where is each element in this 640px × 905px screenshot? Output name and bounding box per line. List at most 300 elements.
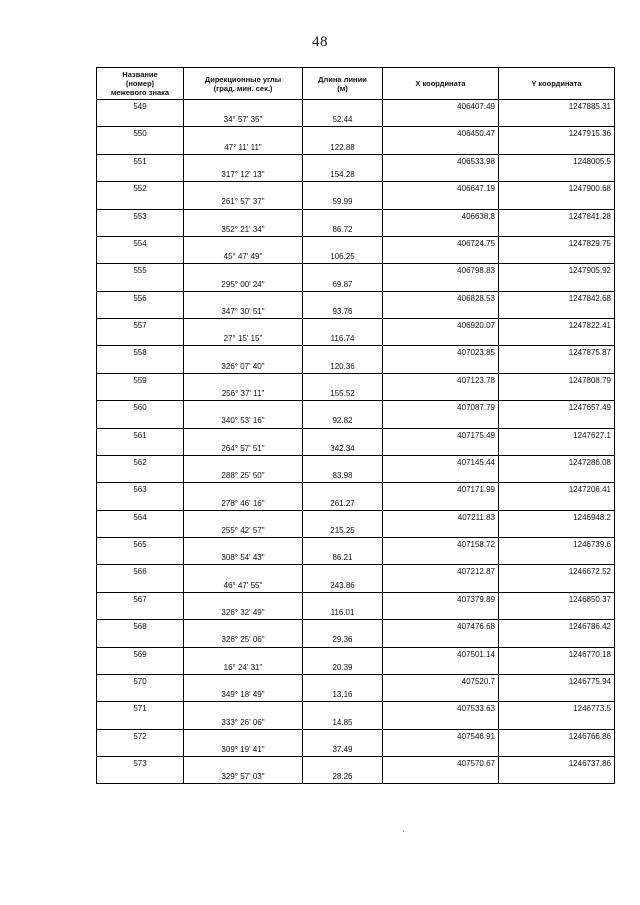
empty-cell	[97, 223, 184, 237]
header-angle-line: Дирекционные углы	[204, 74, 282, 84]
empty-cell	[184, 428, 303, 442]
point-y: 1246850.37	[499, 592, 615, 606]
empty-cell	[184, 729, 303, 743]
empty-cell	[97, 715, 184, 729]
empty-cell	[303, 729, 383, 743]
empty-cell	[303, 100, 383, 114]
empty-cell	[499, 524, 615, 538]
empty-cell	[383, 633, 499, 647]
empty-cell	[97, 770, 184, 784]
segment-length: 116.74	[303, 332, 383, 346]
empty-cell	[499, 469, 615, 483]
point-name: 555	[97, 264, 184, 278]
segment-length: 106.25	[303, 250, 383, 264]
segment-length: 28.26	[303, 770, 383, 784]
empty-cell	[383, 551, 499, 565]
point-y: 1247627.1	[499, 428, 615, 442]
empty-cell	[383, 387, 499, 401]
segment-length: 342.34	[303, 442, 383, 456]
table-row-point	[97, 401, 615, 415]
point-name: 565	[97, 538, 184, 552]
point-y: 1246770.18	[499, 647, 615, 661]
table-row-segment	[97, 141, 615, 155]
point-x: 407023.85	[383, 346, 499, 360]
empty-cell	[499, 332, 615, 346]
table-row-point	[97, 346, 615, 360]
table-row-segment	[97, 551, 615, 565]
point-name: 557	[97, 319, 184, 333]
table-row-point	[97, 209, 615, 223]
point-x: 407520.7	[383, 674, 499, 688]
empty-cell	[499, 195, 615, 209]
segment-length: 93.76	[303, 305, 383, 319]
table-row-point	[97, 154, 615, 168]
table-row-segment	[97, 250, 615, 264]
empty-cell	[97, 579, 184, 593]
empty-cell	[383, 168, 499, 182]
segment-angle: 309° 19' 41"	[184, 743, 303, 757]
point-name: 571	[97, 702, 184, 716]
point-y: 1247657.49	[499, 401, 615, 415]
segment-length: 155.52	[303, 387, 383, 401]
segment-angle: 326° 07' 40"	[184, 360, 303, 374]
point-y: 1247842.68	[499, 291, 615, 305]
point-name: 560	[97, 401, 184, 415]
empty-cell	[184, 538, 303, 552]
empty-cell	[97, 387, 184, 401]
empty-cell	[303, 647, 383, 661]
segment-length: 83.98	[303, 469, 383, 483]
empty-cell	[383, 141, 499, 155]
table-row-segment	[97, 332, 615, 346]
table-row-point	[97, 538, 615, 552]
point-name: 572	[97, 729, 184, 743]
empty-cell	[97, 195, 184, 209]
segment-angle: 278° 46' 16"	[184, 496, 303, 510]
empty-cell	[303, 319, 383, 333]
segment-angle: 47° 11' 11"	[184, 141, 303, 155]
table-row-segment	[97, 387, 615, 401]
segment-angle: 46° 47' 55"	[184, 579, 303, 593]
segment-angle: 27° 15' 15"	[184, 332, 303, 346]
page-number: 48	[312, 34, 328, 50]
segment-length: 122.88	[303, 141, 383, 155]
point-y: 1247915.36	[499, 127, 615, 141]
empty-cell	[499, 414, 615, 428]
point-name: 549	[97, 100, 184, 114]
point-x: 406798.83	[383, 264, 499, 278]
point-x: 406407.49	[383, 100, 499, 114]
header-length	[303, 68, 383, 100]
table-row-point	[97, 647, 615, 661]
empty-cell	[499, 223, 615, 237]
empty-cell	[383, 661, 499, 675]
empty-cell	[383, 277, 499, 291]
empty-cell	[499, 305, 615, 319]
point-x: 407087.79	[383, 401, 499, 415]
point-x: 406533.98	[383, 154, 499, 168]
empty-cell	[184, 209, 303, 223]
segment-angle: 317° 12' 13"	[184, 168, 303, 182]
empty-cell	[303, 401, 383, 415]
point-x: 407533.63	[383, 702, 499, 716]
empty-cell	[303, 182, 383, 196]
empty-cell	[184, 674, 303, 688]
table-row-point	[97, 729, 615, 743]
point-x: 407546.91	[383, 729, 499, 743]
empty-cell	[303, 373, 383, 387]
segment-angle: 352° 21' 34"	[184, 223, 303, 237]
empty-cell	[383, 332, 499, 346]
point-name: 569	[97, 647, 184, 661]
empty-cell	[383, 524, 499, 538]
point-y: 1247875.87	[499, 346, 615, 360]
empty-cell	[184, 373, 303, 387]
point-y: 1246948.2	[499, 510, 615, 524]
point-y: 1247885.31	[499, 100, 615, 114]
empty-cell	[303, 702, 383, 716]
empty-cell	[303, 291, 383, 305]
empty-cell	[97, 442, 184, 456]
point-y: 1247286.08	[499, 455, 615, 469]
segment-length: 69.87	[303, 277, 383, 291]
empty-cell	[383, 250, 499, 264]
point-x: 407476.68	[383, 620, 499, 634]
empty-cell	[184, 346, 303, 360]
empty-cell	[383, 305, 499, 319]
empty-cell	[97, 277, 184, 291]
point-y: 1246672.52	[499, 565, 615, 579]
segment-length: 86.72	[303, 223, 383, 237]
segment-angle: 349° 18' 49"	[184, 688, 303, 702]
empty-cell	[184, 401, 303, 415]
point-name: 562	[97, 455, 184, 469]
segment-length: 37.49	[303, 743, 383, 757]
segment-angle: 288° 25' 50"	[184, 469, 303, 483]
table-row-segment	[97, 360, 615, 374]
point-x: 407123.78	[383, 373, 499, 387]
empty-cell	[184, 127, 303, 141]
segment-length: 59.99	[303, 195, 383, 209]
empty-cell	[184, 264, 303, 278]
empty-cell	[303, 264, 383, 278]
point-y: 1247905.92	[499, 264, 615, 278]
empty-cell	[499, 770, 615, 784]
empty-cell	[184, 702, 303, 716]
table-row-segment	[97, 606, 615, 620]
point-name: 554	[97, 236, 184, 250]
table-row-segment	[97, 195, 615, 209]
segment-angle: 308° 54' 43"	[184, 551, 303, 565]
empty-cell	[303, 620, 383, 634]
empty-cell	[383, 113, 499, 127]
header-length-line: (м)	[337, 83, 348, 93]
empty-cell	[499, 113, 615, 127]
table-row-point	[97, 319, 615, 333]
empty-cell	[499, 743, 615, 757]
point-x: 406724.75	[383, 236, 499, 250]
table-row-point	[97, 264, 615, 278]
point-name: 561	[97, 428, 184, 442]
point-x: 406450.47	[383, 127, 499, 141]
table-row-point	[97, 455, 615, 469]
segment-angle: 326° 32' 49"	[184, 606, 303, 620]
segment-angle: 34° 57' 35"	[184, 113, 303, 127]
segment-length: 243.86	[303, 579, 383, 593]
empty-cell	[383, 715, 499, 729]
empty-cell	[184, 647, 303, 661]
table-row-point	[97, 483, 615, 497]
point-y: 1246739.6	[499, 538, 615, 552]
segment-length: 261.27	[303, 496, 383, 510]
segment-length: 52.44	[303, 113, 383, 127]
empty-cell	[303, 538, 383, 552]
point-name: 556	[97, 291, 184, 305]
table-row-segment	[97, 770, 615, 784]
table-row-segment	[97, 743, 615, 757]
point-name: 559	[97, 373, 184, 387]
header-name-line: межевого знака	[110, 88, 170, 97]
empty-cell	[499, 688, 615, 702]
point-name: 566	[97, 565, 184, 579]
table-row-point	[97, 757, 615, 771]
point-y: 1247206.41	[499, 483, 615, 497]
table-row-point	[97, 592, 615, 606]
empty-cell	[303, 592, 383, 606]
empty-cell	[303, 483, 383, 497]
table-row-point	[97, 620, 615, 634]
table-row-point	[97, 565, 615, 579]
segment-angle: 295° 00' 24"	[184, 277, 303, 291]
table-row-segment	[97, 469, 615, 483]
table-row-segment	[97, 496, 615, 510]
empty-cell	[184, 483, 303, 497]
empty-cell	[383, 223, 499, 237]
header-angle	[184, 68, 303, 100]
segment-angle: 255° 42' 57"	[184, 524, 303, 538]
table-row-point	[97, 373, 615, 387]
point-x: 407501.14	[383, 647, 499, 661]
empty-cell	[499, 277, 615, 291]
table-row-segment	[97, 579, 615, 593]
table-row-point	[97, 100, 615, 114]
table-row-segment	[97, 715, 615, 729]
empty-cell	[499, 168, 615, 182]
table-row-point	[97, 702, 615, 716]
point-x: 407211.83	[383, 510, 499, 524]
empty-cell	[184, 291, 303, 305]
table-row-segment	[97, 661, 615, 675]
empty-cell	[184, 757, 303, 771]
table-row-point	[97, 236, 615, 250]
table-row-segment	[97, 223, 615, 237]
empty-cell	[303, 757, 383, 771]
table-row-segment	[97, 305, 615, 319]
empty-cell	[499, 141, 615, 155]
segment-length: 86.21	[303, 551, 383, 565]
empty-cell	[97, 551, 184, 565]
segment-length: 20.39	[303, 661, 383, 675]
point-x: 407212.87	[383, 565, 499, 579]
table-row-point	[97, 510, 615, 524]
empty-cell	[184, 100, 303, 114]
segment-angle: 264° 57' 51"	[184, 442, 303, 456]
empty-cell	[184, 620, 303, 634]
point-name: 553	[97, 209, 184, 223]
scan-speck	[403, 831, 404, 832]
empty-cell	[97, 250, 184, 264]
segment-angle: 326° 25' 06"	[184, 633, 303, 647]
empty-cell	[97, 524, 184, 538]
point-x: 407145.44	[383, 455, 499, 469]
empty-cell	[97, 414, 184, 428]
empty-cell	[97, 633, 184, 647]
empty-cell	[499, 606, 615, 620]
segment-angle: 347° 30' 51"	[184, 305, 303, 319]
empty-cell	[383, 770, 499, 784]
empty-cell	[499, 442, 615, 456]
point-name: 550	[97, 127, 184, 141]
segment-length: 29.36	[303, 633, 383, 647]
empty-cell	[383, 469, 499, 483]
point-x: 406638.8	[383, 209, 499, 223]
point-x: 407175.49	[383, 428, 499, 442]
header-angle-line: (град. мин. сек.)	[213, 83, 273, 93]
segment-length: 116.01	[303, 606, 383, 620]
empty-cell	[97, 168, 184, 182]
table-row-segment	[97, 277, 615, 291]
empty-cell	[303, 236, 383, 250]
point-name: 551	[97, 154, 184, 168]
empty-cell	[499, 250, 615, 264]
segment-length: 13.16	[303, 688, 383, 702]
empty-cell	[184, 565, 303, 579]
point-y: 1246737.86	[499, 757, 615, 771]
boundary-coordinates-table	[96, 67, 615, 784]
empty-cell	[97, 743, 184, 757]
point-y: 1247822.41	[499, 319, 615, 333]
empty-cell	[97, 606, 184, 620]
table-body	[97, 100, 615, 784]
table-row-segment	[97, 442, 615, 456]
empty-cell	[499, 715, 615, 729]
point-y: 1247900.68	[499, 182, 615, 196]
empty-cell	[184, 182, 303, 196]
point-y: 1247808.79	[499, 373, 615, 387]
segment-angle: 329° 57' 03"	[184, 770, 303, 784]
empty-cell	[383, 414, 499, 428]
empty-cell	[97, 332, 184, 346]
segment-angle: 340° 53' 16"	[184, 414, 303, 428]
point-x: 407171.99	[383, 483, 499, 497]
point-name: 570	[97, 674, 184, 688]
table-row-segment	[97, 113, 615, 127]
point-x: 407570.67	[383, 757, 499, 771]
point-name: 568	[97, 620, 184, 634]
empty-cell	[303, 674, 383, 688]
point-name: 563	[97, 483, 184, 497]
point-y: 1246775.94	[499, 674, 615, 688]
point-x: 407158.72	[383, 538, 499, 552]
empty-cell	[499, 579, 615, 593]
empty-cell	[383, 442, 499, 456]
header-name-line: Название	[122, 70, 158, 79]
empty-cell	[303, 127, 383, 141]
header-name	[97, 68, 184, 100]
header-y: Y координата	[499, 68, 615, 100]
segment-length: 92.82	[303, 414, 383, 428]
empty-cell	[499, 661, 615, 675]
empty-cell	[383, 496, 499, 510]
empty-cell	[303, 510, 383, 524]
table-row-segment	[97, 524, 615, 538]
point-y: 1246773.5	[499, 702, 615, 716]
empty-cell	[303, 565, 383, 579]
empty-cell	[499, 551, 615, 565]
empty-cell	[97, 469, 184, 483]
empty-cell	[184, 154, 303, 168]
point-x: 407379.89	[383, 592, 499, 606]
empty-cell	[303, 455, 383, 469]
segment-angle: 261° 57' 37"	[184, 195, 303, 209]
table-row-point	[97, 182, 615, 196]
point-name: 552	[97, 182, 184, 196]
point-x: 406647.19	[383, 182, 499, 196]
empty-cell	[499, 387, 615, 401]
table-row-segment	[97, 688, 615, 702]
point-y: 1247841.28	[499, 209, 615, 223]
segment-angle: 256° 37' 11"	[184, 387, 303, 401]
table-header-row	[97, 68, 615, 100]
header-name-line: (номер)	[125, 79, 155, 88]
empty-cell	[97, 688, 184, 702]
point-y: 1246766.86	[499, 729, 615, 743]
segment-angle: 16° 24' 31"	[184, 661, 303, 675]
table-row-segment	[97, 414, 615, 428]
segment-length: 14.85	[303, 715, 383, 729]
empty-cell	[499, 360, 615, 374]
point-name: 573	[97, 757, 184, 771]
empty-cell	[184, 319, 303, 333]
segment-length: 154.28	[303, 168, 383, 182]
empty-cell	[383, 688, 499, 702]
segment-length: 215.25	[303, 524, 383, 538]
header-x: X координата	[383, 68, 499, 100]
table-row-segment	[97, 633, 615, 647]
point-x: 406828.53	[383, 291, 499, 305]
empty-cell	[97, 141, 184, 155]
table-row-point	[97, 428, 615, 442]
header-length-line: Длина линии	[318, 74, 367, 84]
empty-cell	[184, 592, 303, 606]
table-row-point	[97, 674, 615, 688]
empty-cell	[383, 579, 499, 593]
empty-cell	[383, 360, 499, 374]
empty-cell	[303, 346, 383, 360]
empty-cell	[97, 113, 184, 127]
table-row-segment	[97, 168, 615, 182]
empty-cell	[97, 661, 184, 675]
point-y: 1247829.75	[499, 236, 615, 250]
empty-cell	[303, 209, 383, 223]
point-name: 567	[97, 592, 184, 606]
empty-cell	[303, 154, 383, 168]
point-x: 406920.07	[383, 319, 499, 333]
empty-cell	[184, 510, 303, 524]
empty-cell	[303, 428, 383, 442]
empty-cell	[97, 496, 184, 510]
table-row-point	[97, 291, 615, 305]
